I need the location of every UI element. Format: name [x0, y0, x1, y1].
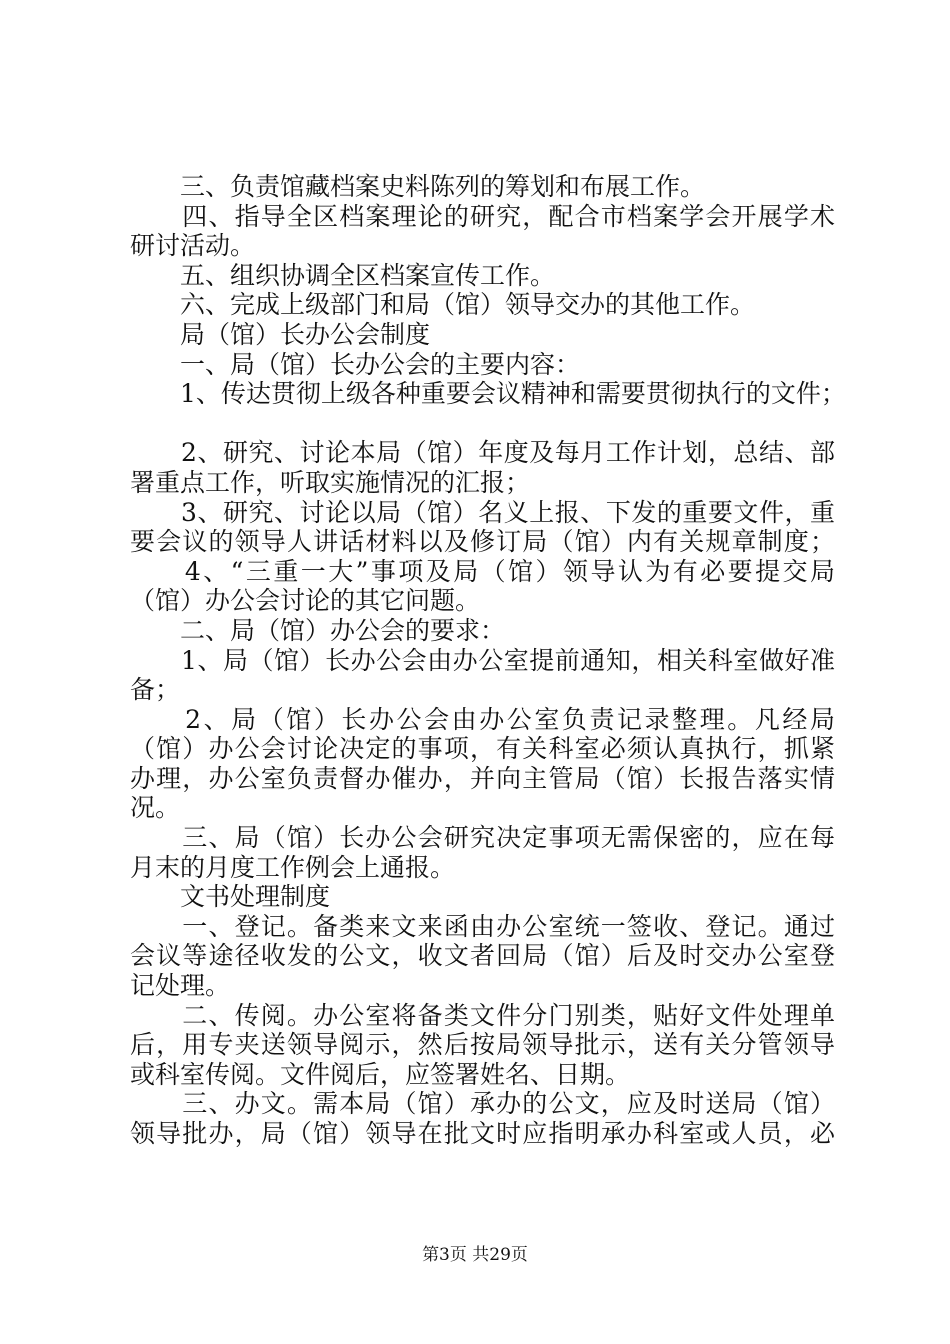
text-line: 二、局（馆）办公会的要求：: [130, 615, 506, 645]
text-line: 记处理。: [130, 971, 231, 1001]
text-line: 署重点工作，听取实施情况的汇报；: [130, 467, 531, 497]
section-heading: 局（馆）长办公会制度: [130, 319, 431, 349]
text-line: 二、传阅。办公室将备类文件分门别类，贴好文件处理单: [130, 1000, 835, 1030]
text-line: 4、“三重一大”事项及局（馆）领导认为有必要提交局: [130, 556, 835, 586]
text-line: （馆）办公会讨论的其它问题。: [130, 586, 481, 616]
text-line: 1、传达贯彻上级各种重要会议精神和需要贯彻执行的文件；: [130, 379, 846, 409]
text-line: 后，用专夹送领导阅示，然后按局领导批示，送有关分管领导: [130, 1030, 835, 1060]
document-body: [130, 172, 846, 1149]
text-line: 月末的月度工作例会上通报。: [130, 852, 456, 882]
text-line: 备；: [130, 675, 181, 705]
text-line: 或科室传阅。文件阅后，应签署姓名、日期。: [130, 1059, 631, 1089]
text-line: 2、研究、讨论本局（馆）年度及每月工作计划，总结、部: [130, 438, 835, 468]
blank-line: [130, 409, 835, 439]
text-line: 五、组织协调全区档案宣传工作。: [130, 260, 556, 290]
text-line: 四、指导全区档案理论的研究，配合市档案学会开展学术: [130, 201, 835, 231]
text-line: （馆）办公会讨论决定的事项，有关科室必须认真执行，抓紧: [130, 734, 835, 764]
page-number: 第3页 共29页: [422, 1245, 528, 1265]
text-line: 一、局（馆）长办公会的主要内容：: [130, 349, 581, 379]
text-line: 三、办文。需本局（馆）承办的公文，应及时送局（馆）: [130, 1089, 835, 1119]
text-line: 1、局（馆）长办公会由办公室提前通知，相关科室做好准: [130, 645, 835, 675]
text-line: 六、完成上级部门和局（馆）领导交办的其他工作。: [130, 290, 756, 320]
text-line: 会议等途径收发的公文，收文者回局（馆）后及时交办公室登: [130, 941, 835, 971]
text-line: 三、局（馆）长办公会研究决定事项无需保密的，应在每: [130, 823, 835, 853]
text-line: 三、负责馆藏档案史料陈列的筹划和布展工作。: [130, 172, 706, 201]
section-heading: 文书处理制度: [130, 882, 331, 912]
text-line: 况。: [130, 793, 181, 823]
text-line: 一、登记。备类来文来函由办公室统一签收、登记。通过: [130, 911, 835, 941]
text-line: 要会议的领导人讲话材料以及修订局（馆）内有关规章制度；: [130, 527, 835, 557]
text-line: 2、局（馆）长办公会由办公室负责记录整理。凡经局: [130, 704, 835, 734]
text-line: 办理，办公室负责督办催办，并向主管局（馆）长报告落实情: [130, 763, 835, 793]
text-line: 3、研究、讨论以局（馆）名义上报、下发的重要文件，重: [130, 497, 835, 527]
text-line: 研讨活动。: [130, 231, 256, 261]
text-line: 领导批办，局（馆）领导在批文时应指明承办科室或人员，必: [130, 1119, 835, 1148]
